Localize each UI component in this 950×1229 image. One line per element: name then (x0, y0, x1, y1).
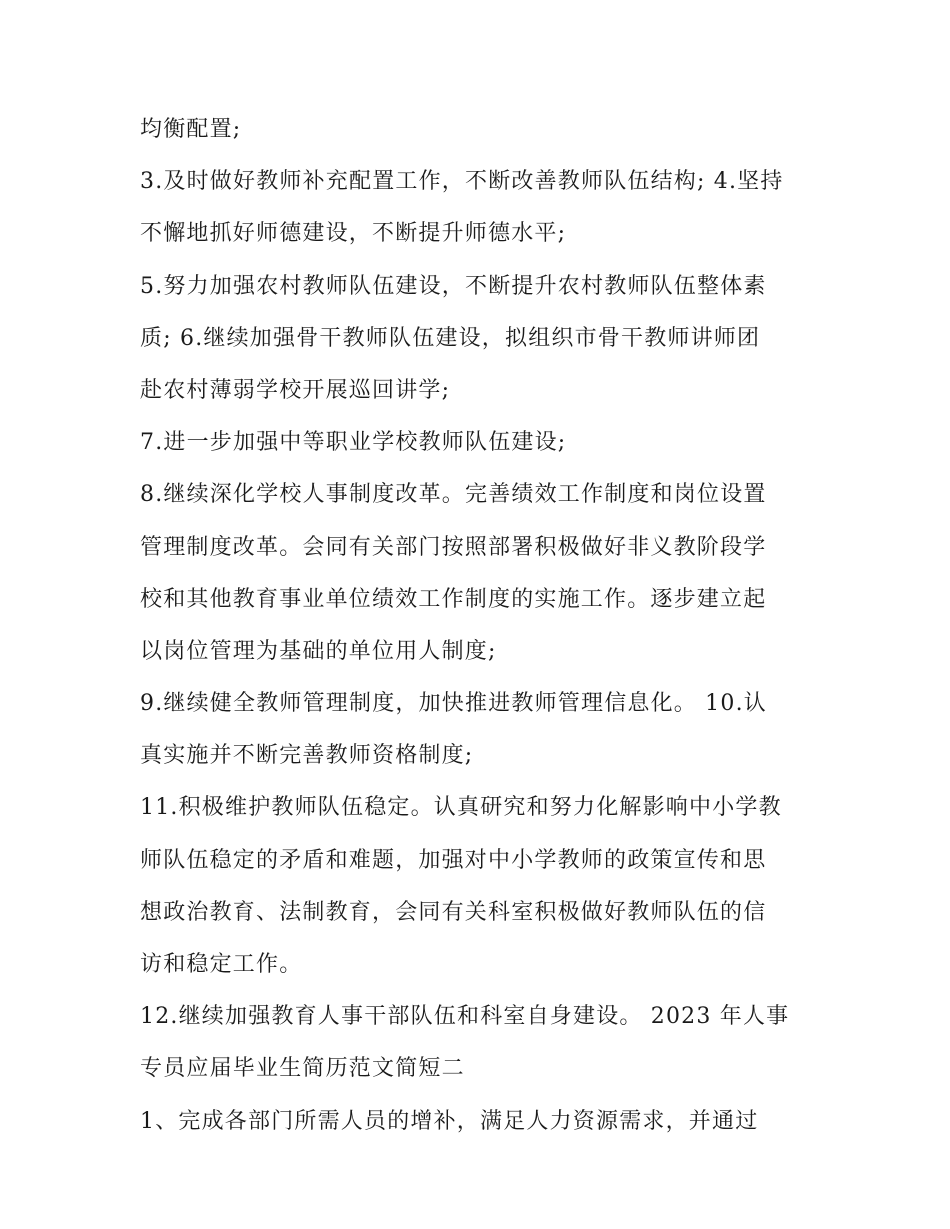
text-line: 7.进一步加强中等职业学校教师队伍建设; (140, 430, 567, 456)
text-line: 12.继续加强教育人事干部队伍和科室自身建设。 2023 年人事 (140, 1004, 790, 1030)
document-body (140, 110, 820, 1154)
text-line: 真实施并不断完善教师资格制度; (140, 743, 474, 769)
text-line: 访和稳定工作。 (140, 952, 303, 977)
text-line: 均衡配置; (140, 117, 242, 142)
text-line: 以岗位管理为基础的单位用人制度; (140, 638, 497, 664)
text-line: 11.积极维护教师队伍稳定。认真研究和努力化解影响中小学教 (140, 795, 782, 821)
text-line: 专员应届毕业生简历范文简短二 (140, 1056, 465, 1082)
text-line: 不懈地抓好师德建设，不断提升师德水平; (140, 221, 567, 247)
text-line: 想政治教育、法制教育，会同有关科室积极做好教师队伍的信 (140, 899, 767, 925)
text-line: 3.及时做好教师补充配置工作，不断改善教师队伍结构; 4.坚持 (140, 169, 784, 195)
text-line: 8.继续深化学校人事制度改革。完善绩效工作制度和岗位设置 (140, 482, 767, 508)
text-line: 9.继续健全教师管理制度，加快推进教师管理信息化。 10.认 (140, 691, 767, 717)
text-line: 师队伍稳定的矛盾和难题，加强对中小学教师的政策宣传和思 (140, 847, 767, 873)
text-line: 质; 6.继续加强骨干教师队伍建设，拟组织市骨干教师讲师团 (140, 325, 761, 351)
text-line: 1、完成各部门所需人员的增补，满足人力资源需求，并通过 (140, 1108, 759, 1134)
text-line: 管理制度改革。会同有关部门按照部署积极做好非义教阶段学 (140, 534, 767, 560)
text-line: 校和其他教育事业单位绩效工作制度的实施工作。逐步建立起 (140, 586, 767, 612)
text-line: 赴农村薄弱学校开展巡回讲学; (140, 377, 451, 403)
text-line: 5.努力加强农村教师队伍建设，不断提升农村教师队伍整体素 (140, 273, 767, 299)
